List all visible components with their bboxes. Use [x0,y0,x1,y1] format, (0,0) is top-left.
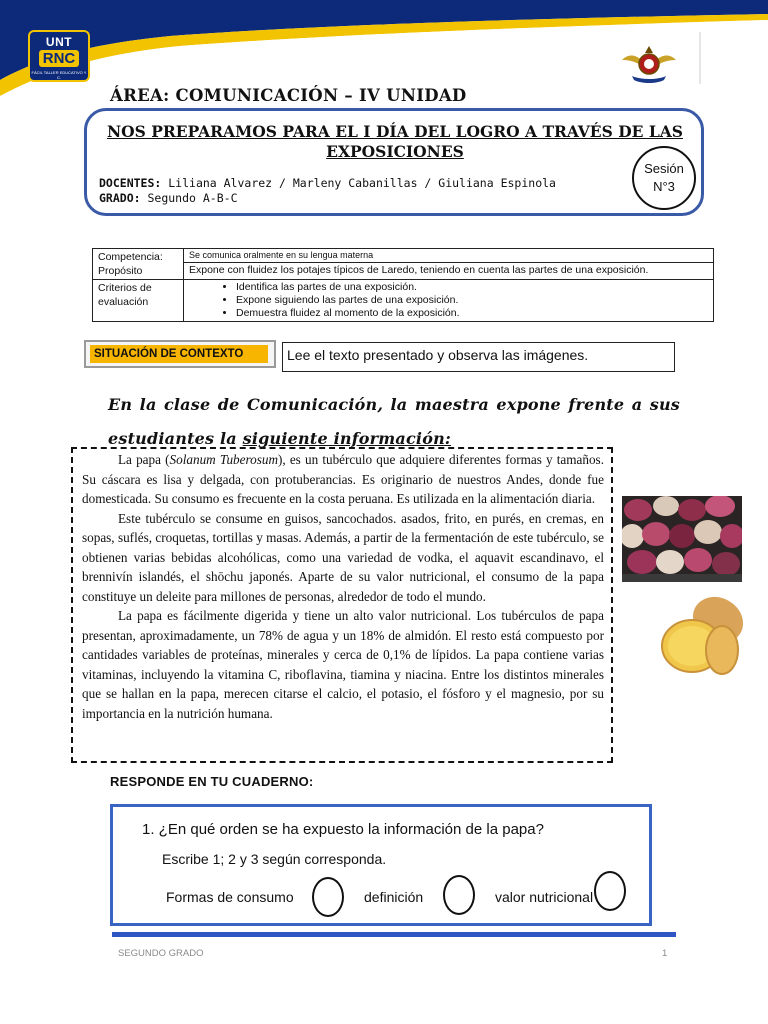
proposito-value: Expone con fluidez los potajes típicos de Laredo, teniendo en cuenta las partes de una exposición. [184,263,714,280]
p1-after: ), es un tubérculo que adquiere diferentes formas y tamaños. Su cáscara es lisa y delgada, con protuberancias. Es originario de nuestros Andes, donde fue domesticada. Su consumo es frecuente en la costa peruana. Es utilizada en la alimentación diaria. [82,452,604,506]
competencia-proposito-labels [93,249,184,280]
answer-circle-1[interactable] [312,877,344,917]
p1-before: La papa ( [118,452,170,467]
potato-pile-photo [622,496,742,582]
docentes-label: DOCENTES: [99,176,162,190]
grado-label: GRADO: [99,191,141,205]
list-item: • Expone siguiendo las partes de una exposición. [236,294,708,307]
table-row [93,249,714,263]
logo-line1: UNT [45,35,73,49]
competency-table [92,248,714,322]
session-number-badge [632,146,696,210]
question-1-instruction: Escribe 1; 2 y 3 según corresponda. [162,851,387,867]
page-number: 1 [662,948,668,959]
competencia-value: Se comunica oralmente en su lengua materna [184,249,714,263]
list-item: • Identifica las partes de una exposición. [236,281,708,294]
question-1: 1. ¿En qué orden se ha expuesto la información de la papa? [142,821,544,838]
docentes-line [99,176,556,190]
reading-paragraph-3: La papa es fácilmente digerida y tiene un alto valor nutricional. Los tubérculos de papa presentan, aproximadamente, un 78% de agua y un 18% de almidón. El resto está compuesto por cantidades variables de proteínas, minerales y cerca de 0,1% de lípidos. La papa contiene varias vitaminas, incluyendo la vitamina C, riboflavina, tiamina y niacina. Entre los distintos minerales que se hallan en la papa, merecen citarse el calcio, el potasio, el fósforo y el magnesio, por su importancia en la nutrición humana. [82,608,604,721]
table-row [93,263,714,280]
intro-text [108,388,680,456]
answer-circle-2[interactable] [443,875,475,915]
reading-paragraph-1 [82,450,604,509]
footer-grade: SEGUNDO GRADO [118,948,204,959]
answer-circle-3[interactable] [594,871,626,911]
proposito-label: Propósito [98,265,143,277]
logo-line3: FÁCIL TALLER EDUCATIVO Y C. [31,70,87,80]
instruction-box: Lee el texto presentado y observa las imágenes. [282,342,675,372]
intro-main: En la clase de Comunicación, la maestra expone frente a sus estudiantes la [108,395,680,448]
logo-line2: RNC [39,50,80,67]
option-definicion: definición [364,889,424,905]
criterios-cell [184,280,714,322]
session-number: N°3 [653,179,675,194]
cut-potato-photo [656,590,746,680]
responde-heading: RESPONDE EN TU CUADERNO: [110,774,314,789]
unt-rnc-logo [28,30,90,82]
option-valor-nutricional: valor nutricional [495,889,594,905]
area-title: ÁREA: COMUNICACIÓN – IV UNIDAD [110,86,467,105]
option-formas-de-consumo: Formas de consumo [166,889,294,905]
docentes-value: Liliana Alvarez / Marleny Cabanillas / Giuliana Espinola [168,176,556,190]
criterios-label: Criterios de evaluación [93,280,184,322]
school-crest-icon [620,44,678,86]
reading-paragraph-2: Este tubérculo se consume en guisos, sancochados. asados, frito, en purés, en cremas, en sopas, suflés, croquetas, tortillas y masas. Además, a partir de la fermentación de este tubérculo, se obtienen varias bebidas alcohólicas, como una variedad de vodka, el aquavit escandinavo, el brennivín islandés, el shōchu japonés. Aparte de su valor nutricional, el consumo de la papa constituye un deleite para millones de personas, alrededor de todo el mundo. [82,510,604,604]
criterios-list [236,281,708,320]
situacion-box [84,340,276,368]
scientific-name: Solanum Tuberosum [169,452,278,467]
reading-text [82,450,604,723]
session-title: NOS PREPARAMOS PARA EL I DÍA DEL LOGRO A TRAVÉS DE LAS EXPOSICIONES [107,122,683,161]
table-row [93,280,714,322]
list-item: • Demuestra fluidez al momento de la exposición. [236,307,708,320]
session-label: Sesión [644,161,684,176]
situacion-label: SITUACIÓN DE CONTEXTO [90,345,268,363]
grado-value: Segundo A-B-C [147,191,238,205]
intro-underlined: siguiente información: [242,429,452,448]
grado-line [99,191,238,205]
footer-divider [112,932,676,937]
competencia-label: Competencia: [98,251,163,263]
